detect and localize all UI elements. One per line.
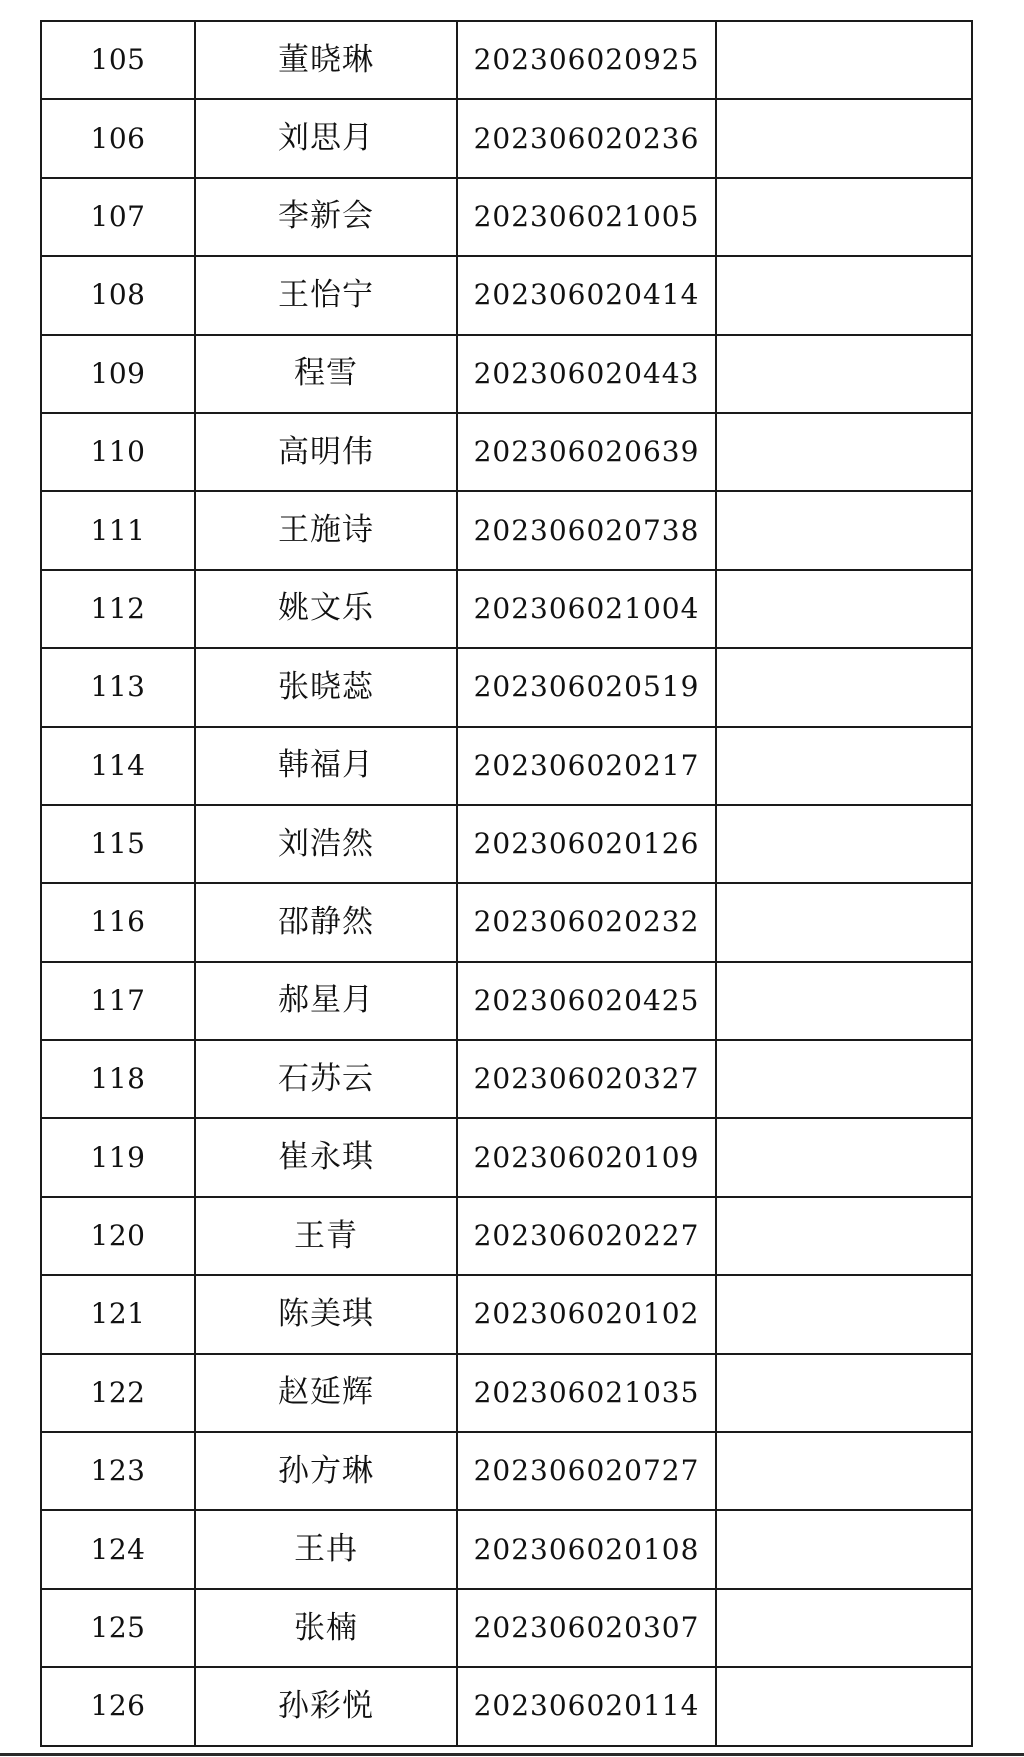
row-number-cell: 115 xyxy=(41,805,195,883)
row-number-cell: 106 xyxy=(41,99,195,177)
student-name-cell: 刘浩然 xyxy=(195,805,457,883)
remark-cell xyxy=(716,648,972,726)
student-name-cell: 赵延辉 xyxy=(195,1354,457,1432)
row-number-cell: 111 xyxy=(41,491,195,569)
remark-cell xyxy=(716,1432,972,1510)
remark-cell xyxy=(716,1589,972,1667)
student-name-cell: 石苏云 xyxy=(195,1040,457,1118)
student-id-cell: 202306020109 xyxy=(457,1118,716,1196)
student-id-cell: 202306020727 xyxy=(457,1432,716,1510)
row-number-cell: 124 xyxy=(41,1510,195,1588)
student-name-cell: 王冉 xyxy=(195,1510,457,1588)
row-number-cell: 117 xyxy=(41,962,195,1040)
student-name-cell: 刘思月 xyxy=(195,99,457,177)
student-id-cell: 202306020236 xyxy=(457,99,716,177)
remark-cell xyxy=(716,1667,972,1745)
student-name-cell: 韩福月 xyxy=(195,727,457,805)
student-id-cell: 202306020639 xyxy=(457,413,716,491)
table-row xyxy=(41,1589,972,1667)
student-name-cell: 孙彩悦 xyxy=(195,1667,457,1745)
student-name-cell: 姚文乐 xyxy=(195,570,457,648)
student-name-cell: 王青 xyxy=(195,1197,457,1275)
row-number-cell: 116 xyxy=(41,883,195,961)
student-id-cell: 202306020925 xyxy=(457,21,716,99)
table-row xyxy=(41,570,972,648)
student-name-cell: 程雪 xyxy=(195,335,457,413)
student-id-cell: 202306020738 xyxy=(457,491,716,569)
table-row xyxy=(41,1275,972,1353)
student-id-cell: 202306021004 xyxy=(457,570,716,648)
student-name-cell: 李新会 xyxy=(195,178,457,256)
row-number-cell: 123 xyxy=(41,1432,195,1510)
student-id-cell: 202306020108 xyxy=(457,1510,716,1588)
student-id-cell: 202306020425 xyxy=(457,962,716,1040)
remark-cell xyxy=(716,1275,972,1353)
student-id-cell: 202306020519 xyxy=(457,648,716,726)
student-id-cell: 202306020327 xyxy=(457,1040,716,1118)
remark-cell xyxy=(716,335,972,413)
remark-cell xyxy=(716,1510,972,1588)
table-row xyxy=(41,1197,972,1275)
table-row xyxy=(41,962,972,1040)
remark-cell xyxy=(716,99,972,177)
student-name-cell: 王施诗 xyxy=(195,491,457,569)
roster-table-body xyxy=(41,21,972,1746)
row-number-cell: 109 xyxy=(41,335,195,413)
student-name-cell: 陈美琪 xyxy=(195,1275,457,1353)
student-name-cell: 高明伟 xyxy=(195,413,457,491)
page-bottom-edge xyxy=(0,1753,1024,1756)
table-row xyxy=(41,727,972,805)
student-name-cell: 王怡宁 xyxy=(195,256,457,334)
student-id-cell: 202306020126 xyxy=(457,805,716,883)
remark-cell xyxy=(716,491,972,569)
table-row xyxy=(41,1432,972,1510)
table-row xyxy=(41,805,972,883)
remark-cell xyxy=(716,21,972,99)
remark-cell xyxy=(716,962,972,1040)
remark-cell xyxy=(716,1118,972,1196)
remark-cell xyxy=(716,570,972,648)
row-number-cell: 119 xyxy=(41,1118,195,1196)
roster-table xyxy=(40,20,973,1747)
student-name-cell: 郝星月 xyxy=(195,962,457,1040)
row-number-cell: 113 xyxy=(41,648,195,726)
remark-cell xyxy=(716,256,972,334)
row-number-cell: 105 xyxy=(41,21,195,99)
student-id-cell: 202306020232 xyxy=(457,883,716,961)
student-id-cell: 202306020443 xyxy=(457,335,716,413)
remark-cell xyxy=(716,178,972,256)
table-row xyxy=(41,256,972,334)
student-id-cell: 202306020102 xyxy=(457,1275,716,1353)
row-number-cell: 126 xyxy=(41,1667,195,1745)
row-number-cell: 108 xyxy=(41,256,195,334)
remark-cell xyxy=(716,413,972,491)
student-name-cell: 崔永琪 xyxy=(195,1118,457,1196)
student-id-cell: 202306020227 xyxy=(457,1197,716,1275)
student-id-cell: 202306020217 xyxy=(457,727,716,805)
student-id-cell: 202306020307 xyxy=(457,1589,716,1667)
row-number-cell: 118 xyxy=(41,1040,195,1118)
student-id-cell: 202306020114 xyxy=(457,1667,716,1745)
row-number-cell: 125 xyxy=(41,1589,195,1667)
student-name-cell: 邵静然 xyxy=(195,883,457,961)
table-row xyxy=(41,413,972,491)
table-row xyxy=(41,21,972,99)
remark-cell xyxy=(716,805,972,883)
student-name-cell: 孙方琳 xyxy=(195,1432,457,1510)
student-name-cell: 张楠 xyxy=(195,1589,457,1667)
row-number-cell: 120 xyxy=(41,1197,195,1275)
student-id-cell: 202306021035 xyxy=(457,1354,716,1432)
table-row xyxy=(41,883,972,961)
table-row xyxy=(41,491,972,569)
student-id-cell: 202306020414 xyxy=(457,256,716,334)
row-number-cell: 121 xyxy=(41,1275,195,1353)
remark-cell xyxy=(716,727,972,805)
row-number-cell: 112 xyxy=(41,570,195,648)
student-name-cell: 董晓琳 xyxy=(195,21,457,99)
table-row xyxy=(41,1510,972,1588)
table-row xyxy=(41,335,972,413)
student-id-cell: 202306021005 xyxy=(457,178,716,256)
row-number-cell: 107 xyxy=(41,178,195,256)
table-row xyxy=(41,99,972,177)
row-number-cell: 110 xyxy=(41,413,195,491)
table-row xyxy=(41,178,972,256)
table-row xyxy=(41,1118,972,1196)
remark-cell xyxy=(716,1197,972,1275)
table-row xyxy=(41,1040,972,1118)
table-row xyxy=(41,648,972,726)
row-number-cell: 122 xyxy=(41,1354,195,1432)
table-row xyxy=(41,1667,972,1745)
row-number-cell: 114 xyxy=(41,727,195,805)
table-row xyxy=(41,1354,972,1432)
remark-cell xyxy=(716,1354,972,1432)
student-name-cell: 张晓蕊 xyxy=(195,648,457,726)
remark-cell xyxy=(716,1040,972,1118)
remark-cell xyxy=(716,883,972,961)
